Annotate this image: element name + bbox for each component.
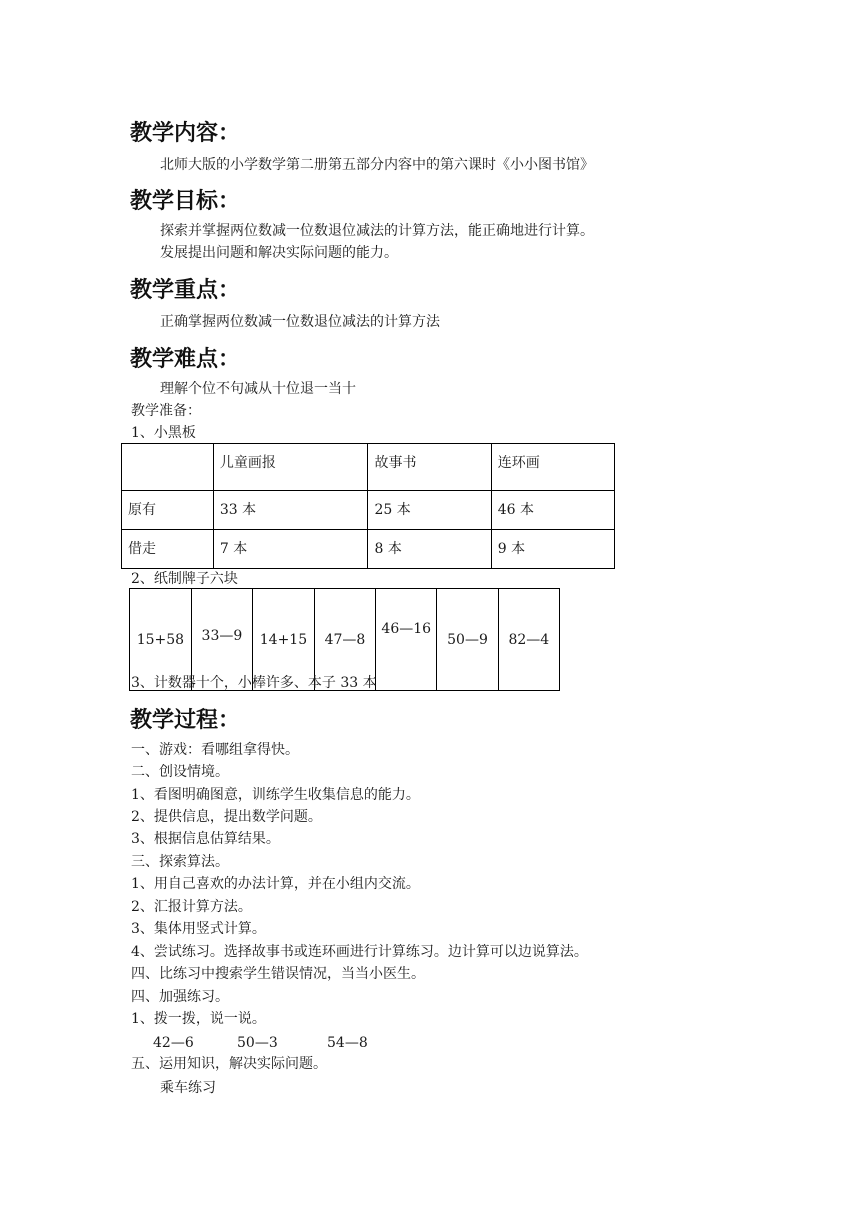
- table-row: [122, 491, 615, 530]
- table-cell: 9 本: [491, 530, 614, 569]
- heading-focus: 教学重点：: [130, 278, 241, 303]
- heading-goals: 教学目标：: [130, 189, 241, 214]
- table-cell: 原有: [122, 491, 214, 530]
- table-cell: 25 本: [368, 491, 491, 530]
- content-text: 北师大版的小学数学第二册第五部分内容中的第六课时《小小图书馆》: [160, 157, 594, 173]
- process-line: 1、拨一拨，说一说。: [131, 1011, 266, 1027]
- card-cell: 50—9: [437, 589, 498, 691]
- heading-difficulty: 教学难点：: [130, 347, 241, 372]
- exercise-2: 50—3: [237, 1035, 278, 1051]
- process-line: 3、集体用竖式计算。: [131, 921, 266, 937]
- prep-item-3: 3、计数器十个，小棒许多、本子 33 本: [131, 675, 377, 691]
- card-cell: 46—16: [376, 589, 437, 691]
- process-line: 二、创设情境。: [131, 764, 229, 780]
- table-cell: 7 本: [213, 530, 368, 569]
- process-line: 四、比练习中搜索学生错误情况，当当小医生。: [131, 966, 425, 982]
- heading-process: 教学过程：: [130, 708, 241, 733]
- difficulty-text: 理解个位不句减从十位退一当十: [160, 381, 356, 397]
- card-cell: 15+58: [130, 589, 192, 691]
- card-cell: 47—8: [314, 589, 375, 691]
- table-cell: 儿童画报: [213, 444, 368, 491]
- exercise-1: 42—6: [153, 1035, 194, 1051]
- book-table: [121, 443, 615, 569]
- process-line: 三、探索算法。: [131, 854, 229, 870]
- focus-text: 正确掌握两位数减一位数退位减法的计算方法: [160, 314, 440, 330]
- table-cell: 46 本: [491, 491, 614, 530]
- card-cell: 82—4: [498, 589, 559, 691]
- heading-content: 教学内容：: [130, 121, 241, 146]
- table-row: [122, 444, 615, 491]
- table-cell: 8 本: [368, 530, 491, 569]
- table-cell: 故事书: [368, 444, 491, 491]
- process-line: 一、游戏：看哪组拿得快。: [131, 742, 299, 758]
- process-line: 四、加强练习。: [131, 989, 229, 1005]
- card-cell: 33—9: [191, 589, 252, 691]
- process-line: 2、汇报计算方法。: [131, 899, 252, 915]
- process-line: 1、看图明确图意，训练学生收集信息的能力。: [131, 787, 420, 803]
- process-line: 五、运用知识，解决实际问题。: [131, 1056, 327, 1072]
- process-last: 乘车练习: [160, 1080, 216, 1096]
- process-line: 2、提供信息，提出数学问题。: [131, 809, 322, 825]
- card-cell: 14+15: [253, 589, 315, 691]
- process-line: 4、尝试练习。选择故事书或连环画进行计算练习。边计算可以边说算法。: [131, 944, 588, 960]
- goal-line-2: 发展提出问题和解决实际问题的能力。: [160, 245, 398, 261]
- prep-item-2: 2、纸制牌子六块: [131, 571, 238, 587]
- exercise-3: 54—8: [327, 1035, 368, 1051]
- table-cell: [122, 444, 214, 491]
- table-cell: 借走: [122, 530, 214, 569]
- table-cell: 连环画: [491, 444, 614, 491]
- table-row: [122, 530, 615, 569]
- goal-line-1: 探索并掌握两位数减一位数退位减法的计算方法，能正确地进行计算。: [160, 223, 594, 239]
- process-line: 1、用自己喜欢的办法计算，并在小组内交流。: [131, 876, 420, 892]
- prep-title: 教学准备：: [131, 403, 201, 419]
- process-line: 3、根据信息估算结果。: [131, 831, 280, 847]
- table-cell: 33 本: [213, 491, 368, 530]
- prep-item-1: 1、小黑板: [131, 425, 196, 441]
